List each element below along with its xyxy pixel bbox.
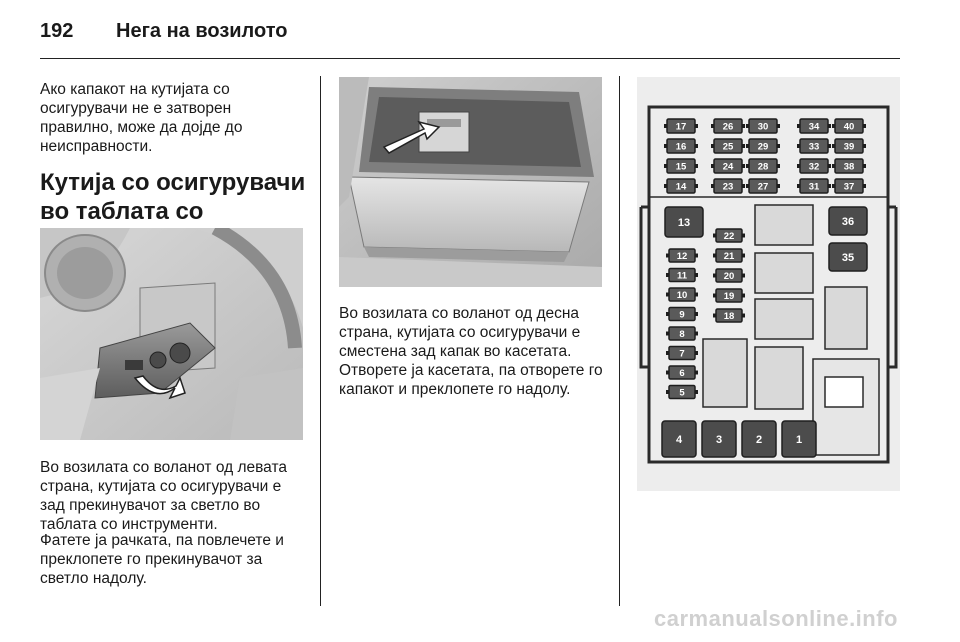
relay-13 (665, 207, 703, 237)
fuse-34 (797, 119, 831, 133)
svg-text:19: 19 (723, 291, 735, 302)
svg-text:9: 9 (679, 309, 685, 321)
fuse-39 (832, 139, 866, 153)
fuse-22 (713, 229, 745, 242)
fuse-9 (666, 308, 698, 321)
svg-text:26: 26 (722, 121, 734, 133)
fuse-26 (711, 119, 745, 133)
svg-text:12: 12 (676, 251, 688, 262)
relay-35 (829, 243, 867, 271)
intro-paragraph: Ако капакот на кутијата со осигурувачи не е затворен правилно, може да дојде до неисправности. (40, 81, 243, 155)
svg-text:27: 27 (757, 181, 769, 193)
fuse-box-diagram (637, 77, 900, 491)
fuse-21 (713, 249, 745, 262)
svg-text:29: 29 (757, 141, 769, 153)
svg-text:35: 35 (841, 252, 855, 264)
column-divider-1 (320, 76, 321, 606)
svg-text:7: 7 (679, 348, 685, 360)
svg-text:2: 2 (755, 434, 763, 446)
fuse-28 (746, 159, 780, 173)
right-hand-drive-fuse-illustration (339, 77, 602, 287)
fuse-20 (713, 269, 745, 282)
relay-3 (702, 421, 736, 457)
svg-text:22: 22 (723, 231, 735, 242)
fuse-8 (666, 327, 698, 340)
fuse-29 (746, 139, 780, 153)
left-hand-drive-fuse-illustration (40, 228, 303, 440)
fuse-33 (797, 139, 831, 153)
svg-text:34: 34 (808, 121, 820, 133)
svg-text:17: 17 (675, 121, 687, 133)
fuse-23 (711, 179, 745, 193)
svg-text:36: 36 (841, 216, 855, 228)
svg-text:10: 10 (676, 290, 688, 301)
caption-handle-instruction: Фатете ја рачката, па повлечете и преклопете го прекинувачот за светло надолу. (40, 532, 284, 587)
relay-4 (662, 421, 696, 457)
fuse-box-layout (637, 77, 900, 491)
glovebox-cover-drawing (339, 77, 602, 287)
fuse-24 (711, 159, 745, 173)
svg-text:13: 13 (677, 217, 691, 229)
svg-text:4: 4 (675, 434, 683, 446)
fuse-27 (746, 179, 780, 193)
fuse-18 (713, 309, 745, 322)
fuse-30 (746, 119, 780, 133)
svg-text:37: 37 (843, 181, 855, 193)
svg-text:39: 39 (843, 141, 855, 153)
fuse-25 (711, 139, 745, 153)
svg-text:32: 32 (808, 161, 820, 173)
svg-text:31: 31 (808, 181, 820, 193)
svg-text:38: 38 (843, 161, 855, 173)
fuse-19 (713, 289, 745, 302)
fuse-40 (832, 119, 866, 133)
page-number: 192 (40, 20, 74, 42)
svg-text:15: 15 (675, 161, 687, 173)
svg-text:14: 14 (675, 181, 687, 193)
section-heading: Кутија со осигурувачи во таблата со (40, 169, 306, 225)
svg-text:20: 20 (723, 271, 735, 282)
fuse-38 (832, 159, 866, 173)
svg-text:30: 30 (757, 121, 769, 133)
fuse-14 (664, 179, 698, 193)
svg-text:11: 11 (676, 270, 688, 282)
svg-text:24: 24 (722, 161, 734, 173)
fuse-37 (832, 179, 866, 193)
svg-text:25: 25 (722, 141, 734, 153)
fuse-32 (797, 159, 831, 173)
column-divider-2 (619, 76, 620, 606)
svg-text:16: 16 (675, 141, 687, 153)
fuse-7 (666, 347, 698, 360)
svg-text:40: 40 (843, 121, 855, 133)
fuse-10 (666, 288, 698, 301)
fuse-11 (666, 269, 698, 282)
fuse-12 (666, 249, 698, 262)
dashboard-light-switch-drawing (40, 228, 303, 440)
relay-36 (829, 207, 867, 235)
svg-text:23: 23 (722, 181, 734, 193)
svg-text:5: 5 (679, 387, 685, 399)
fuse-15 (664, 159, 698, 173)
svg-text:6: 6 (679, 368, 685, 379)
page-title: Нега на возилото (116, 20, 288, 42)
relay-1 (782, 421, 816, 457)
fuse-6 (666, 366, 698, 379)
svg-text:8: 8 (679, 329, 685, 340)
svg-text:33: 33 (808, 141, 820, 153)
header-rule (40, 58, 900, 59)
fuse-31 (797, 179, 831, 193)
svg-text:28: 28 (757, 161, 769, 173)
svg-text:3: 3 (715, 434, 723, 446)
svg-text:18: 18 (723, 311, 735, 322)
fuse-17 (664, 119, 698, 133)
caption-right-hand-drive: Во возилата со воланот од десна страна, кутијата со осигурувачи е сместена зад капак во касетата. Отворете ја касетата, па отворете го капакот и преклопете го надолу. (339, 305, 603, 398)
relay-2 (742, 421, 776, 457)
svg-text:1: 1 (795, 434, 803, 446)
fuse-16 (664, 139, 698, 153)
svg-text:21: 21 (723, 251, 735, 262)
watermark: carmanualsonline.info (654, 606, 898, 631)
fuse-5 (666, 386, 698, 399)
caption-left-hand-drive: Во возилата со воланот од левата страна, кутијата со осигурувачи е зад прекинувачот за светло во таблата со инструменти. (40, 459, 287, 533)
